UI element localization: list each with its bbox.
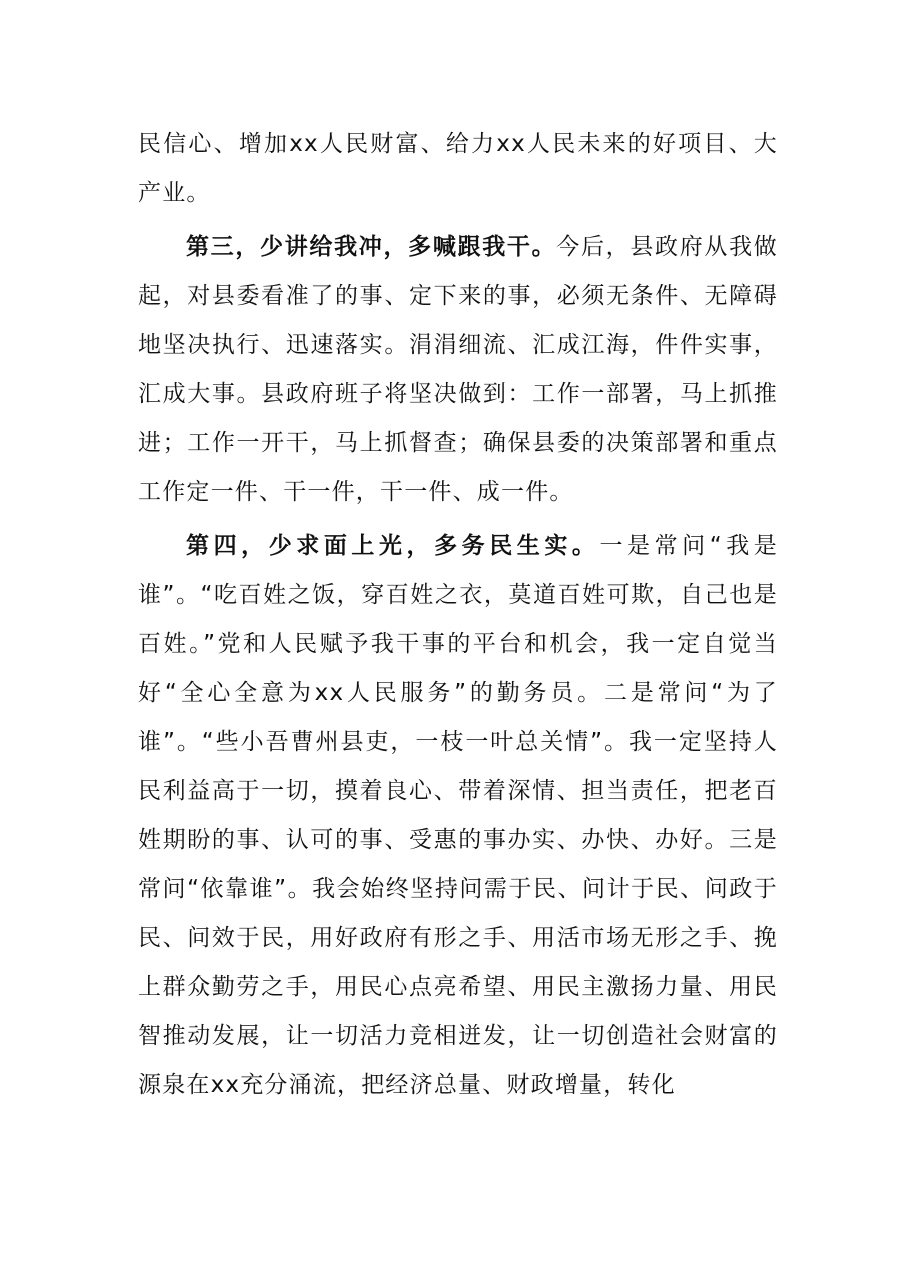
paragraph-text: 民信心、增加xx人民财富、给力xx人民未来的好项目、大产业。 xyxy=(138,131,778,206)
paragraph-heading: 第四，少求面上光，多务民生实。 xyxy=(186,533,600,559)
paragraph-continuation xyxy=(138,120,778,218)
paragraph-fourth-point xyxy=(138,522,778,1110)
paragraph-third-point xyxy=(138,223,778,517)
document-body xyxy=(138,120,778,1115)
paragraph-heading: 第三，少讲给我冲，多喊跟我干。 xyxy=(186,234,557,260)
paragraph-text: 今后，县政府从我做起，对县委看准了的事、定下来的事，必须无条件、无障碍地坚决执行、迅速落实。涓涓细流、汇成江海，件件实事，汇成大事。县政府班子将坚决做到：工作一部署，马上抓推进；工作一开干，马上抓督查；确保县委的决策部署和重点工作定一件、干一件，干一件、成一件。 xyxy=(138,234,778,505)
paragraph-text: 一是常问“我是谁”。“吃百姓之饭，穿百姓之衣，莫道百姓可欺，自己也是百姓。”党和人民赋予我干事的平台和机会，我一定自觉当好“全心全意为xx人民服务”的勤务员。二是常问“为了谁”。“些小吾曹州县吏，一枝一叶总关情”。我一定坚持人民利益高于一切，摸着良心、带着深情、担当责任，把老百姓期盼的事、认可的事、受惠的事办实、办快、办好。三是常问“依靠谁”。我会始终坚持问需于民、问计于民、问政于民、问效于民，用好政府有形之手、用活市场无形之手、挽上群众勤劳之手，用民心点亮希望、用民主激扬力量、用民智推动发展，让一切活力竞相迸发，让一切创造社会财富的源泉在xx充分涌流，把经济总量、财政增量，转化 xyxy=(138,533,778,1098)
